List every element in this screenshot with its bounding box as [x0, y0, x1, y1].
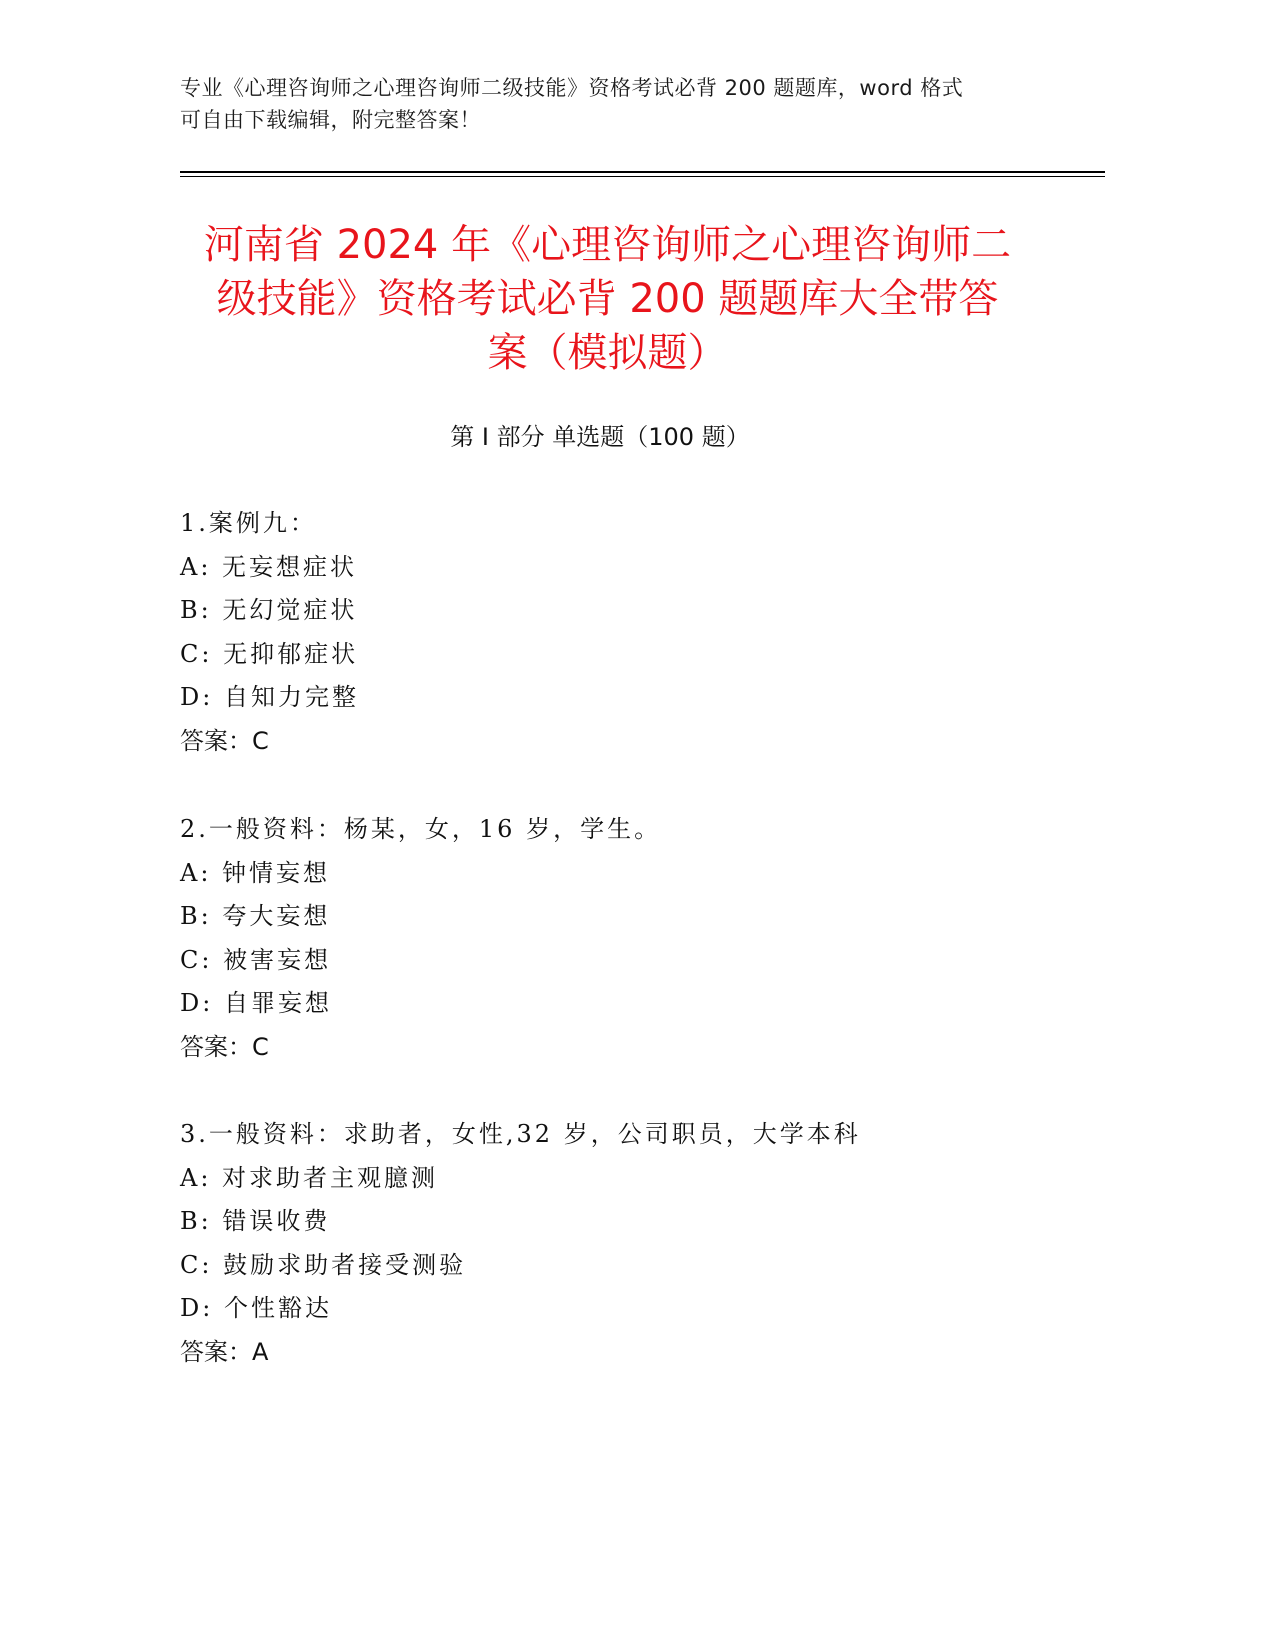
answer: 答案：A — [180, 1337, 269, 1366]
section-heading: 第 I 部分 单选题（100 题） — [450, 423, 750, 451]
question-stem: 3.一般资料：求助者，女性,32 岁，公司职员，大学本科 — [180, 1120, 861, 1148]
option-d: D: 自罪妄想 — [180, 989, 332, 1017]
option-c: C: 被害妄想 — [180, 945, 332, 974]
option-a: A: 无妄想症状 — [180, 552, 358, 581]
option-b: B: 错误收费 — [180, 1207, 331, 1235]
title-line3: 案（模拟题） — [487, 330, 728, 376]
answer: 答案：C — [180, 726, 269, 755]
option-b: B: 无幻觉症状 — [180, 596, 358, 624]
question-stem: 2.一般资料：杨某，女，16 岁，学生。 — [180, 815, 662, 843]
document-title — [170, 218, 1045, 380]
header-note-line2: 可自由下载编辑，附完整答案！ — [180, 108, 481, 132]
header-note — [180, 72, 1060, 136]
option-d: D: 个性豁达 — [180, 1294, 332, 1322]
title-line2: 级技能》资格考试必背 200 题题库大全带答 — [216, 276, 999, 322]
option-c: C: 鼓励求助者接受测验 — [180, 1250, 467, 1279]
question-stem: 1.案例九： — [180, 509, 317, 537]
header-divider-thin — [180, 176, 1105, 177]
option-c: C: 无抑郁症状 — [180, 639, 359, 668]
option-a: A: 钟情妄想 — [180, 858, 331, 887]
option-d: D: 自知力完整 — [180, 683, 359, 711]
header-note-line1: 专业《心理咨询师之心理咨询师二级技能》资格考试必背 200 题题库，word 格式 — [180, 76, 964, 100]
option-b: B: 夸大妄想 — [180, 902, 331, 930]
answer: 答案：C — [180, 1032, 269, 1061]
title-line1: 河南省 2024 年《心理咨询师之心理咨询师二 — [203, 222, 1012, 268]
question-2 — [180, 808, 1080, 1069]
option-a: A: 对求助者主观臆测 — [180, 1163, 439, 1192]
question-3 — [180, 1113, 1080, 1374]
header-divider-thick — [180, 171, 1105, 173]
question-1 — [180, 502, 1080, 763]
